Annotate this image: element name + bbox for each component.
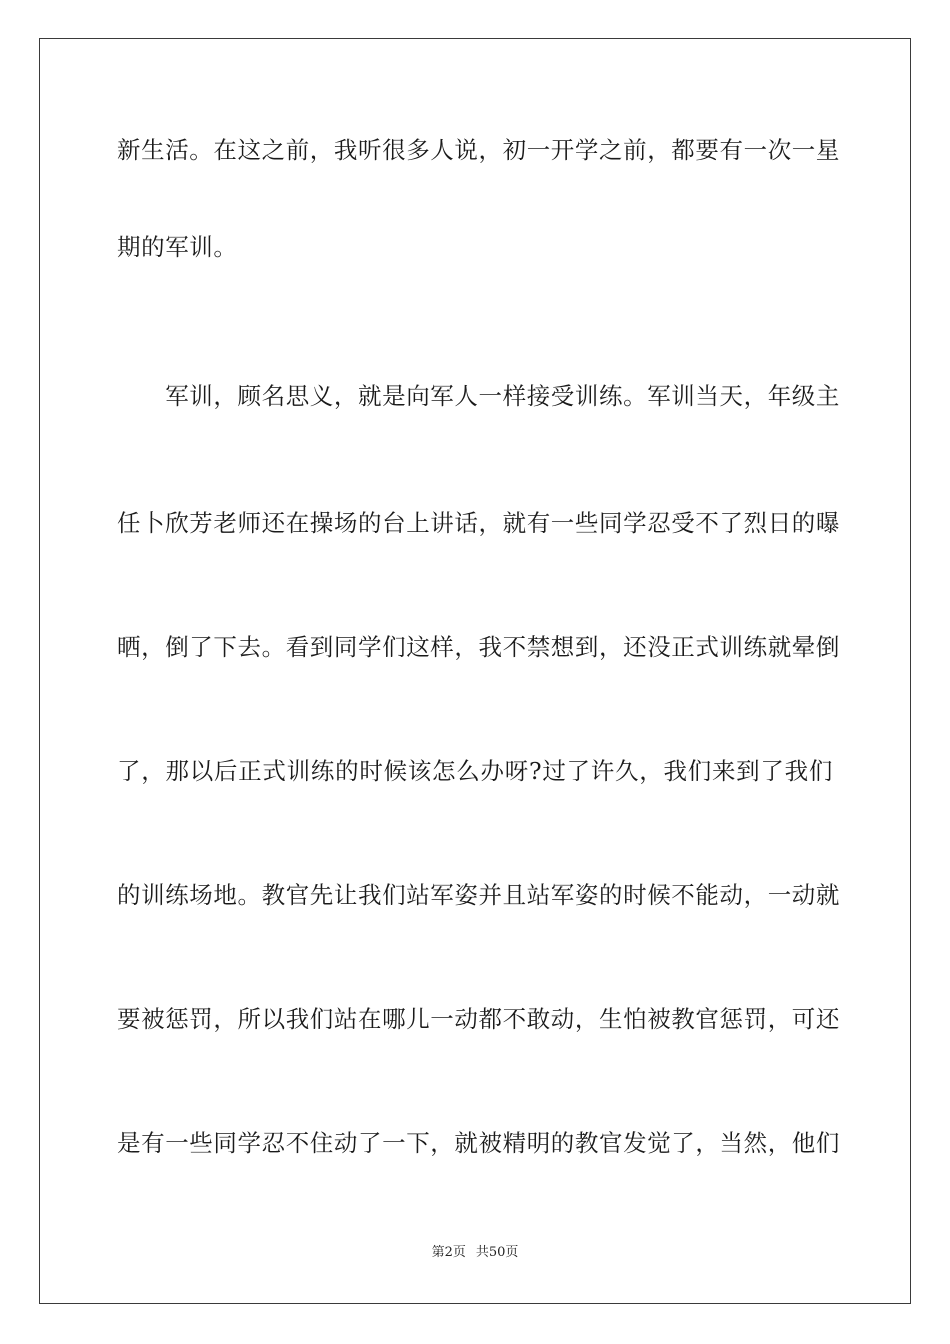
page-number: 第2页 [431,1245,466,1260]
text-line-1: 新生活。在这之前，我听很多人说，初一开学之前，都要有一次一星 [117,136,840,164]
text-line-2: 期的军训。 [117,233,238,261]
total-pages: 共50页 [475,1245,519,1260]
text-line-4: 任卜欣芳老师还在操场的台上讲话，就有一些同学忍受不了烈日的曝 [117,509,840,537]
text-line-7: 的训练场地。教官先让我们站军姿并且站军姿的时候不能动，一动就 [117,881,840,909]
text-line-9: 是有一些同学忍不住动了一下，就被精明的教官发觉了，当然，他们 [117,1129,840,1157]
text-line-8: 要被惩罚，所以我们站在哪儿一动都不敢动，生怕被教官惩罚，可还 [117,1005,840,1033]
page-frame [39,38,911,1304]
text-line-5: 晒，倒了下去。看到同学们这样，我不禁想到，还没正式训练就晕倒 [117,633,840,661]
text-line-3: 军训，顾名思义，就是向军人一样接受训练。军训当天，年级主 [117,382,840,410]
page-footer [0,1244,950,1262]
text-line-6: 了，那以后正式训练的时候该怎么办呀?过了许久，我们来到了我们 [117,757,833,785]
